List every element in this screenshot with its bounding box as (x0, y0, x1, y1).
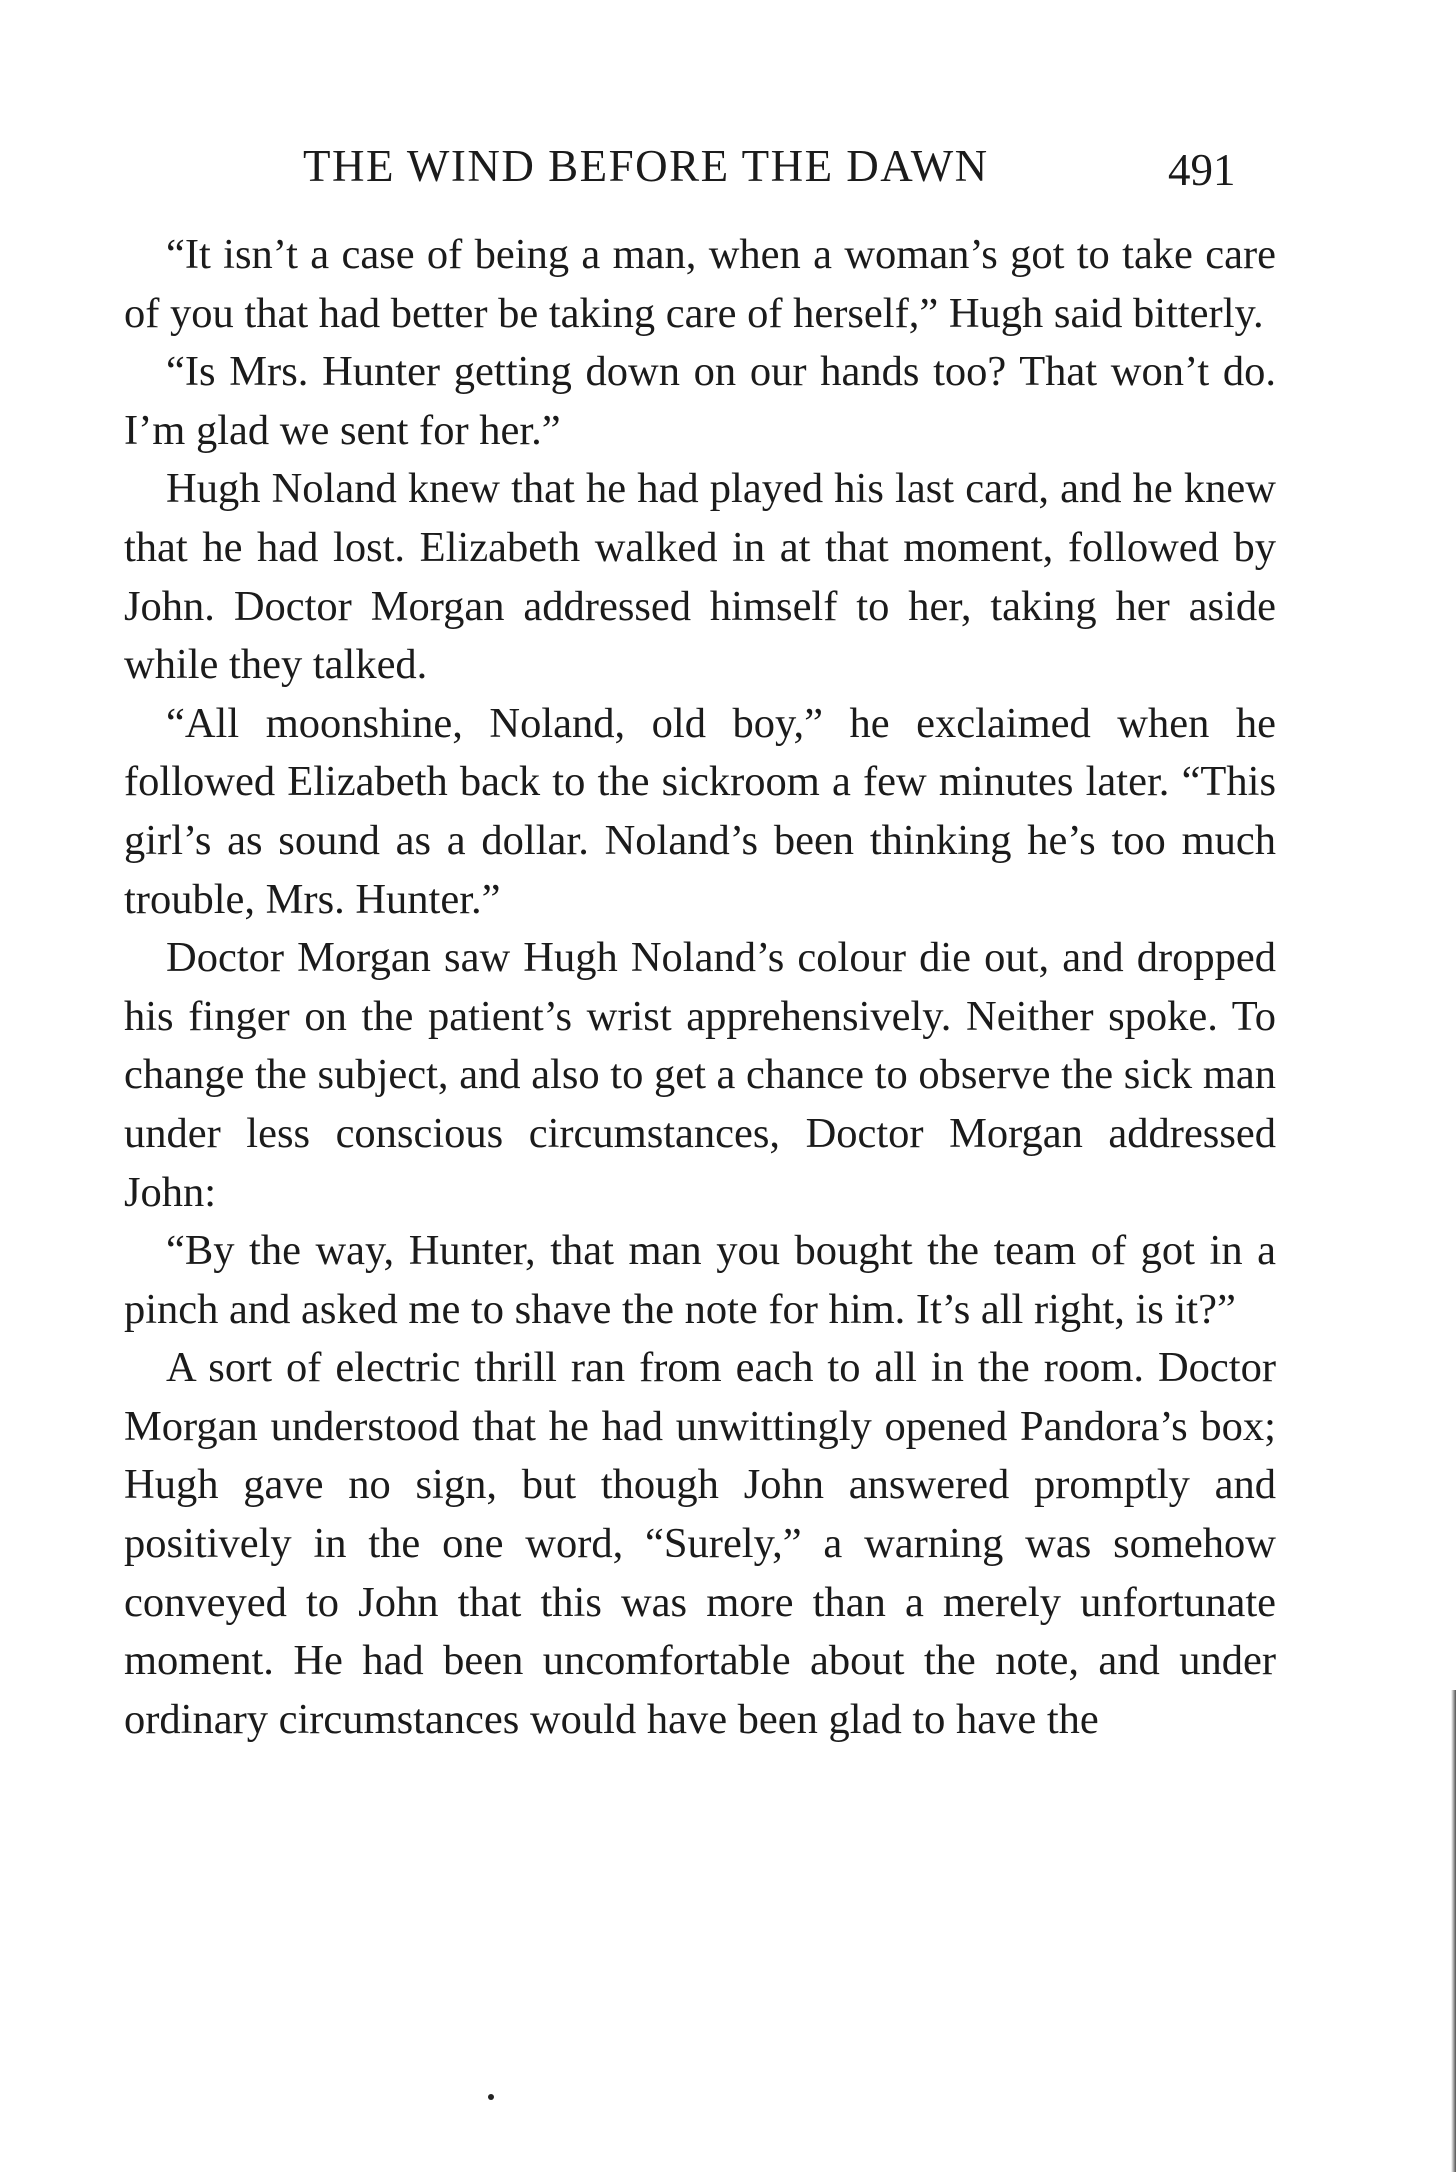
paragraph: “All moonshine, Noland, old boy,” he exclaimed when he followed Elizabeth back to the sickroom a few minutes later. “This girl’s as sound as a dollar. Noland’s been thinking he’s too much trouble, Mrs. Hunter.” (124, 699, 1276, 923)
page-header (0, 136, 1456, 196)
ink-speck (488, 2094, 494, 2100)
paragraph: A sort of electric thrill ran from each to all in the room. Doctor Morgan understood that he had unwittingly opened Pandora’s box; Hugh gave no sign, but though John answered promptly and positively in the one word, “Surely,” a warning was somehow conveyed to John that this was more than a merely unfortunate moment. He had been uncomfortable about the note, and under ordinary circumstances would have been glad to have the (124, 1344, 1276, 1743)
paragraph: “Is Mrs. Hunter getting down on our hands too? That won’t do. I’m glad we sent for her.” (124, 348, 1276, 454)
page-edge-shadow (1451, 1690, 1456, 2172)
paragraph: “By the way, Hunter, that man you bought the team of got in a pinch and asked me to shave the note for him. It’s all right, is it?” (124, 1227, 1276, 1333)
paragraph: Hugh Noland knew that he had played his last card, and he knew that he had lost. Elizabeth walked in at that moment, followed by John. Doctor Morgan addressed himself to her, taking her aside while they talked. (124, 465, 1276, 689)
paragraph: “It isn’t a case of being a man, when a woman’s got to take care of you that had better be taking care of herself,” Hugh said bitterly. (124, 231, 1276, 337)
body-text (124, 226, 1276, 1749)
page-number: 491 (1168, 145, 1236, 195)
paragraph: Doctor Morgan saw Hugh Noland’s colour die out, and dropped his finger on the patient’s wrist apprehensively. Neither spoke. To change the subject, and also to get a chance to observe the sick man under less conscious circumstances, Doctor Morgan addressed John: (124, 934, 1276, 1216)
running-title: THE WIND BEFORE THE DAWN (303, 141, 989, 191)
